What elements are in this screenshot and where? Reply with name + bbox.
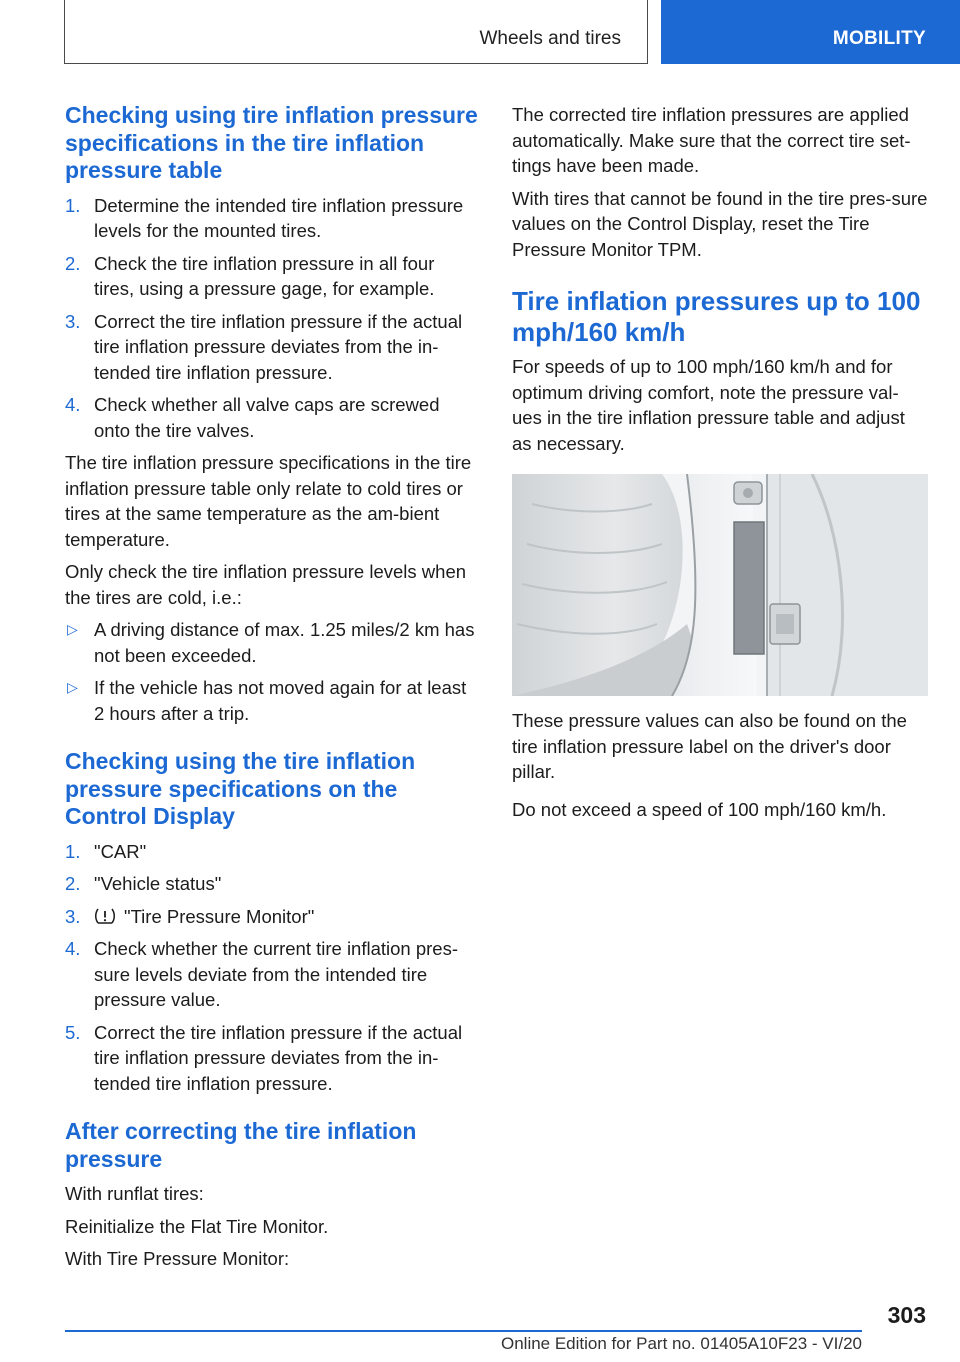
page-number: 303 [887,1302,926,1328]
step-number: 4. [65,938,81,959]
step-text: Correct the tire inflation pressure if the actual tire inflation pressure deviates from the in-tended tire inflation pressure. [94,1021,463,1094]
heading-after-correcting: After correcting the tire inflation pressure [65,1118,417,1172]
step-text: Check whether all valve caps are screwed onto the tire valves. [94,394,440,441]
steps-check-table [65,193,479,444]
right-column [512,102,928,829]
list-item [65,839,479,865]
door-pillar-illustration-svg [512,474,928,696]
step-number: 3. [65,905,81,927]
heading-pressures-100mph: Tire inflation pressures up to 100 mph/160 km/h [512,286,921,347]
step-number: 1. [65,840,81,862]
bullet-text: If the vehicle has not moved again for at least 2 hours after a trip. [94,677,467,724]
step-number: 1. [65,194,81,216]
step-number: 2. [65,873,81,894]
tire-pressure-warning-icon [94,907,116,925]
list-item [65,1020,479,1097]
list-item [65,617,479,668]
step-number: 2. [65,252,81,274]
list-item [65,251,479,302]
step-text: Correct the tire inflation pressure if the actual tire inflation pressure deviates from the in-tended tire inflation pressure. [94,310,463,383]
paragraph-speeds: For speeds of up to 100 mph/160 km/h and for optimum driving comfort, note the pressure val-ues in the tire inflation pressure table and adjust as necessary. [512,356,905,454]
header-chapter-title: MOBILITY [832,28,926,49]
step-text: "Vehicle status" [94,873,222,894]
paragraph-door-pillar-label: These pressure values can also be found on the tire inflation pressure label on the driver's door pillar. [512,710,907,782]
step-text: "Tire Pressure Monitor" [124,905,315,927]
footer-edition: Online Edition for Part no. 01405A10F23 - VI/20 [500,1334,862,1353]
door-pillar-label-illustration [512,474,928,696]
paragraph-reinitialize: Reinitialize the Flat Tire Monitor. [65,1215,329,1237]
list-item [65,309,479,386]
triangle-bullet-icon: ▷ [67,621,78,637]
list-item [65,193,479,244]
paragraph-check-when-cold: Only check the tire inflation pressure levels when the tires are cold, i.e.: [65,561,467,608]
heading-check-table: Checking using tire inflation pressure specifications in the tire inflation pressure table [65,102,478,183]
step-text: Check whether the current tire inflation pres-sure levels deviate from the intended tire pressure value. [94,938,459,1010]
list-item [65,904,479,930]
bullets-cold-conditions [65,617,479,726]
step-text: Check the tire inflation pressure in all four tires, using a pressure gage, for example. [94,252,435,299]
bullet-text: A driving distance of max. 1.25 miles/2 km has not been exceeded. [94,619,475,666]
steps-check-control-display [65,839,479,1097]
list-item [65,675,479,726]
step-number: 3. [65,310,81,332]
heading-check-control-display: Checking using the tire inflation pressure specifications on the Control Display [65,748,416,829]
step-text: Determine the intended tire inflation pressure levels for the mounted tires. [94,194,464,241]
paragraph-speed-limit: Do not exceed a speed of 100 mph/160 km/h. [512,798,887,820]
list-item [65,392,479,443]
list-item [65,936,479,1013]
triangle-bullet-icon: ▷ [67,679,78,695]
header-section-box [64,0,648,64]
paragraph-cold-tires: The tire inflation pressure specifications in the tire inflation pressure table only relate to cold tires or tires at the same temperature as the am-bient temperature. [65,452,472,550]
paragraph-reset-tpm: With tires that cannot be found in the tire pres-sure values on the Control Display, reset the Tire Pressure Monitor TPM. [512,187,928,260]
header-chapter-tab [661,0,960,64]
list-item [65,871,479,897]
left-column [65,102,479,1279]
paragraph-runflat: With runflat tires: [65,1183,204,1204]
step-number: 4. [65,394,81,415]
header-section-title: Wheels and tires [479,28,621,49]
paragraph-with-tpm: With Tire Pressure Monitor: [65,1248,290,1269]
step-number: 5. [65,1021,81,1043]
step-text: "CAR" [94,840,147,862]
paragraph-applied-automatically: The corrected tire inflation pressures are applied automatically. Make sure that the correct tire set-tings have been made. [512,104,911,176]
footer-divider [65,1330,862,1332]
